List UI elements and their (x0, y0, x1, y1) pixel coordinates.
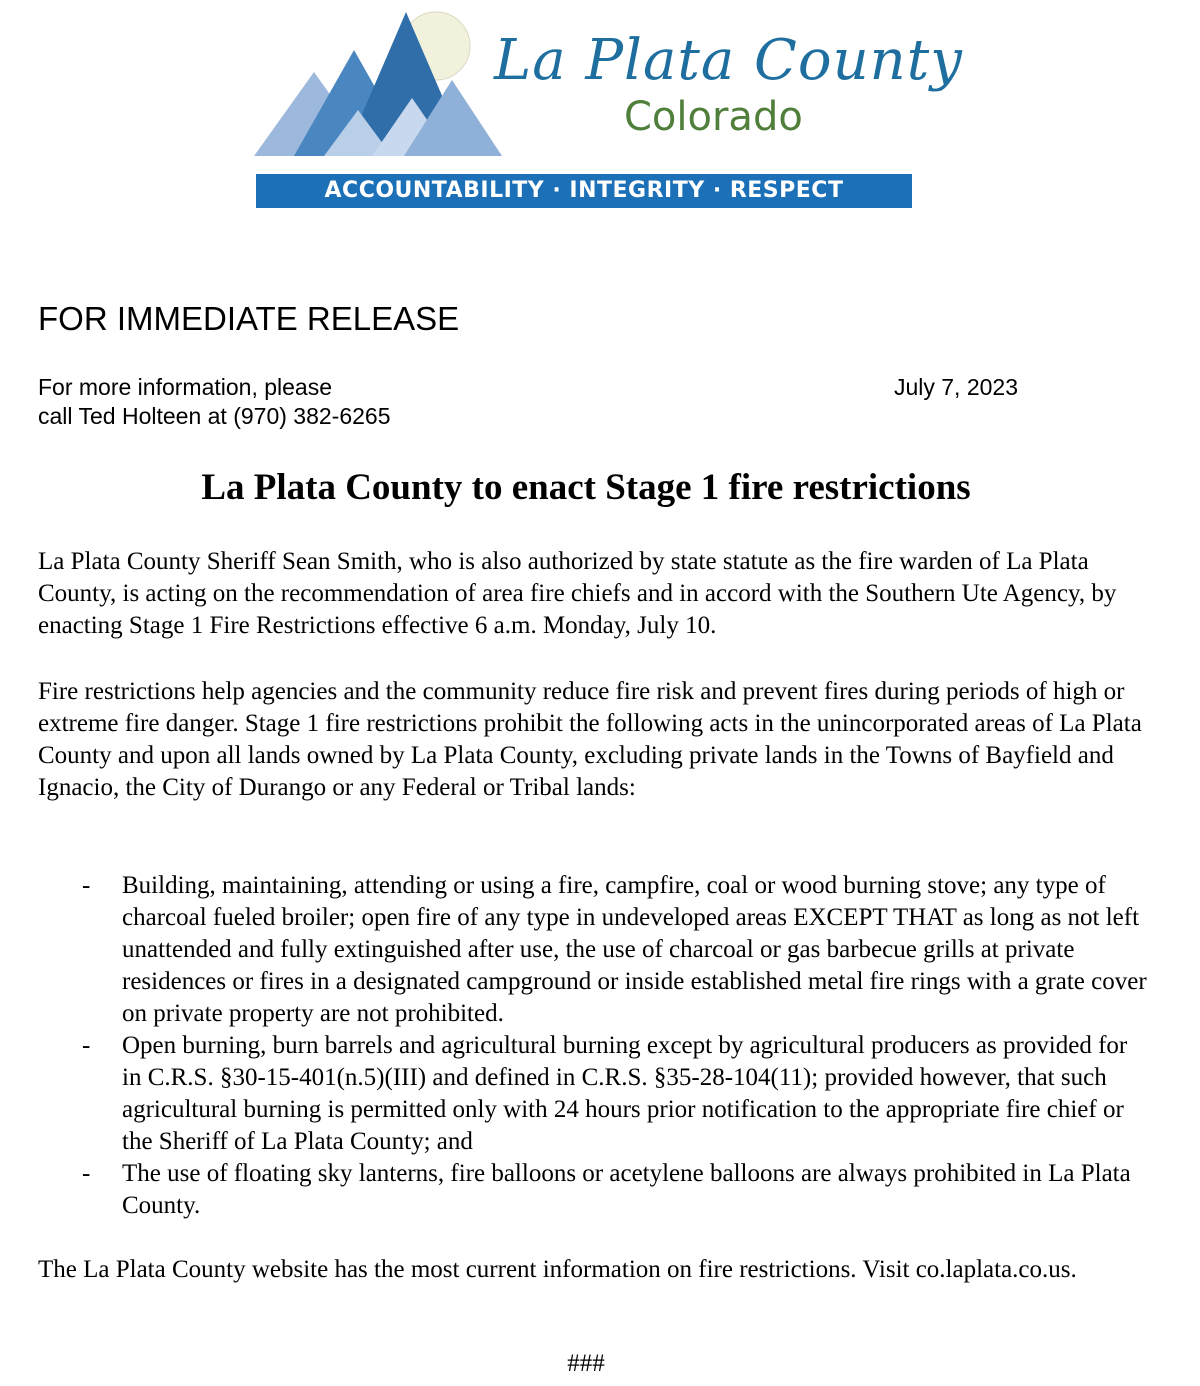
release-label: FOR IMMEDIATE RELEASE (38, 300, 460, 337)
logo-subtitle: Colorado (624, 94, 803, 140)
list-item-text: Building, maintaining, attending or using a fire, campfire, coal or wood burning stove; any type of charcoal fueled broiler; open fire of any type in undeveloped areas EXCEPT THAT as long as not left unattended and fully extinguished after use, the use of charcoal or gas barbecue grills at private residences or fires in a designated campground or inside established metal fire rings with a grate cover on private property are not prohibited. (122, 872, 1147, 1027)
list-item (38, 870, 1148, 1030)
list-item (38, 1158, 1148, 1222)
list-item (38, 1030, 1148, 1158)
paragraph-1: La Plata County Sheriff Sean Smith, who is also authorized by state statute as the fire warden of La Plata County, is acting on the recommendation of area fire chiefs and in accord with the Southern Ute Agency, by enacting Stage 1 Fire Restrictions effective 6 a.m. Monday, July 10. (38, 548, 1117, 639)
paragraph-2: Fire restrictions help agencies and the community reduce fire risk and prevent fires during periods of high or extreme fire danger. Stage 1 fire restrictions prohibit the following acts in the unincorporated areas of La Plata County and upon all lands owned by La Plata County, excluding private lands in the Towns of Bayfield and Ignacio, the City of Durango or any Federal or Tribal lands: (38, 678, 1142, 801)
mountains-sun-icon (254, 10, 514, 170)
contact-info (38, 373, 390, 431)
headline: La Plata County to enact Stage 1 fire restrictions (201, 467, 971, 508)
bullet-marker: - (82, 872, 91, 899)
bullet-marker: - (82, 1160, 91, 1187)
logo-tagline: ACCOUNTABILITY · INTEGRITY · RESPECT (256, 174, 912, 208)
end-mark: ### (567, 1350, 605, 1377)
restrictions-list (38, 870, 1148, 1222)
logo-script-title: La Plata County (494, 28, 963, 93)
list-item-text: Open burning, burn barrels and agricultural burning except by agricultural producers as provided for in C.R.S. §30-15-401(n.5)(III) and defined in C.R.S. §35-28-104(11); provided however, that such agricultural burning is permitted only with 24 hours prior notification to the appropriate fire chief or the Sheriff of La Plata County; and (122, 1032, 1128, 1155)
contact-line-1: For more information, please (38, 374, 333, 400)
list-item-text: The use of floating sky lanterns, fire balloons or acetylene balloons are always prohibited in La Plata County. (122, 1160, 1131, 1219)
county-logo (254, 10, 963, 210)
contact-line-2: call Ted Holteen at (970) 382-6265 (38, 403, 391, 429)
release-date: July 7, 2023 (893, 374, 1018, 400)
bullet-marker: - (82, 1032, 91, 1059)
closing-paragraph: The La Plata County website has the most current information on fire restrictions. Visit co.laplata.co.us. (38, 1256, 1077, 1283)
